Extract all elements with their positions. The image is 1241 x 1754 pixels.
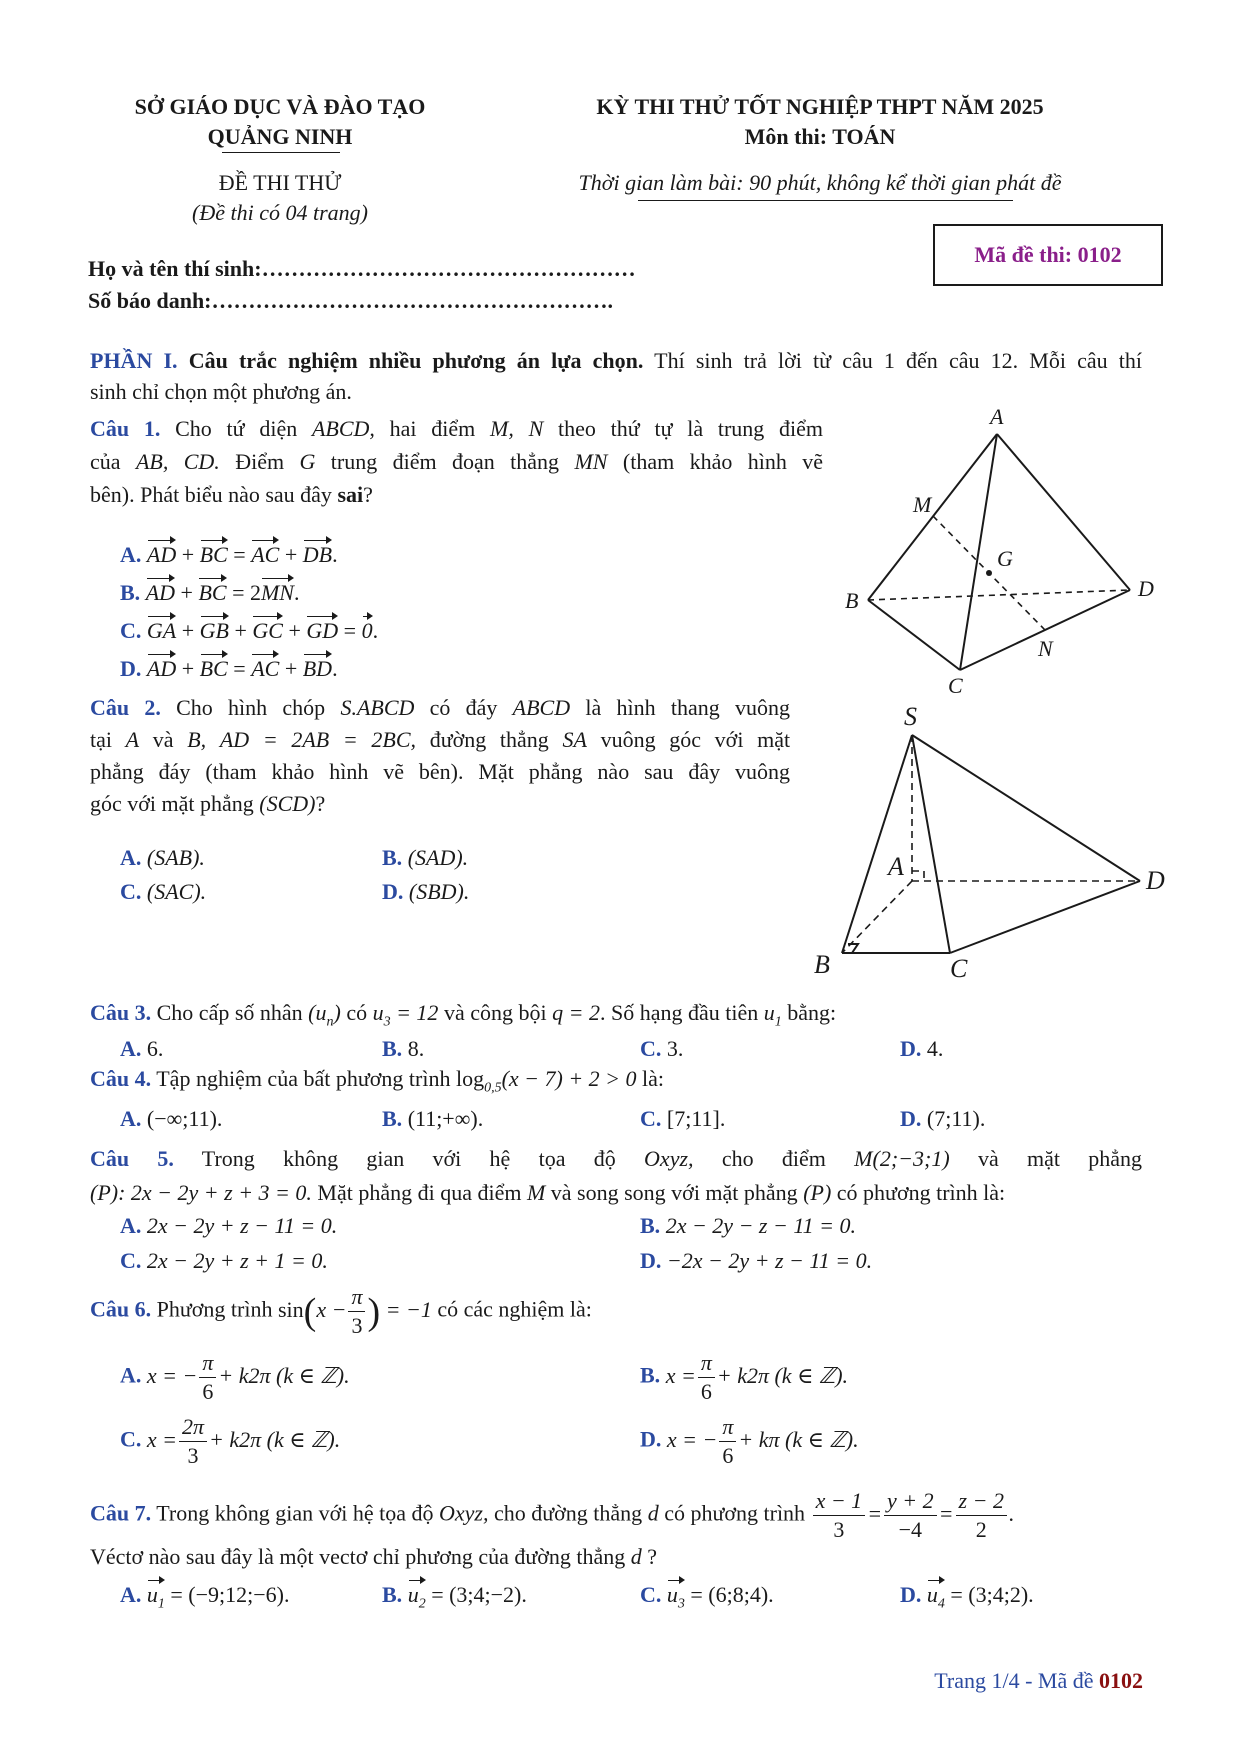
page-count-note: (Đề thi có 04 trang)	[192, 200, 368, 225]
header-underline-left	[222, 152, 340, 153]
exam-header	[540, 92, 1100, 152]
q3-option-c[interactable]: C. 3.	[640, 1036, 684, 1061]
question-1-label: Câu 1.	[90, 416, 161, 441]
q3-option-b[interactable]: B. 8.	[382, 1036, 425, 1061]
q5-option-c[interactable]: C. 2x − 2y + z + 1 = 0.	[120, 1248, 328, 1273]
q2-option-c[interactable]: C. (SAC).	[120, 879, 207, 904]
q6-option-b[interactable]: B. x = $\frac{\pi}{6}$ + k2π (k ∈ ℤ).	[640, 1350, 849, 1404]
question-7-line-2: Véctơ nào sau đây là một vectơ chỉ phương của đường thẳng d ?	[90, 1544, 658, 1569]
question-6-label: Câu 6.	[90, 1296, 152, 1322]
point-n-label: N	[1038, 636, 1053, 661]
question-4-label: Câu 4.	[90, 1066, 152, 1091]
base-b-label: B	[814, 950, 830, 979]
section-title: Câu trắc nghiệm nhiều phương án lựa chọn.	[188, 348, 644, 373]
q1-option-c[interactable]: C. GA + GB + GC + GD = 0.	[120, 618, 379, 643]
province-name: QUẢNG NINH	[207, 124, 353, 149]
section-instruction-2: sinh chỉ chọn một phương án.	[90, 379, 352, 404]
question-7: Câu 7. Trong không gian với hệ tọa độ Oxyz, cho đường thẳng d có phương trình $\frac{x - 1}{3}$ = $\frac{y + 2}{-4}$ = $\frac{z - 2}{2}$ .	[90, 1488, 1015, 1542]
pyramid-figure	[800, 695, 1180, 985]
footer-exam-code: 0102	[1099, 1668, 1143, 1693]
question-3-label: Câu 3.	[90, 1000, 152, 1025]
q2-option-a[interactable]: A. (SAB).	[120, 845, 205, 870]
q7-option-a[interactable]: A. $u_1$ = (−9;12;−6).	[120, 1582, 290, 1612]
q5-option-d[interactable]: D. −2x − 2y + z − 11 = 0.	[640, 1248, 873, 1273]
question-6: Câu 6. Phương trình sin(x − $\frac{\pi}{3}$ ) = −1 có các nghiệm là:	[90, 1284, 592, 1338]
q1-option-a[interactable]: A. AD + BC = AC + DB.	[120, 542, 338, 567]
department-name: SỞ GIÁO DỤC VÀ ĐÀO TẠO	[134, 94, 426, 119]
exam-type-title: ĐỀ THI THỬ	[218, 170, 342, 195]
q4-option-c[interactable]: C. [7;11].	[640, 1106, 726, 1131]
header-underline-right	[638, 200, 1013, 201]
q3-option-d[interactable]: D. 4.	[900, 1036, 944, 1061]
q2-option-d[interactable]: D. (SBD).	[382, 879, 470, 904]
q4-option-d[interactable]: D. (7;11).	[900, 1106, 986, 1131]
section-instruction-1: Thí sinh trả lời từ câu 1 đến câu 12. Mỗi câu thí	[654, 348, 1143, 373]
q4-option-b[interactable]: B. (11;+∞).	[382, 1106, 484, 1131]
q3-option-a[interactable]: A. 6.	[120, 1036, 164, 1061]
q6-option-a[interactable]: A. x = − $\frac{\pi}{6}$ + k2π (k ∈ ℤ).	[120, 1350, 350, 1404]
vertex-s-label: S	[904, 702, 917, 731]
q6-option-c[interactable]: C. x = $\frac{2\pi}{3}$ + k2π (k ∈ ℤ).	[120, 1414, 341, 1468]
section-instructions	[90, 345, 1142, 407]
question-5-label: Câu 5.	[90, 1146, 174, 1171]
q1-option-b[interactable]: B. AD + BC = 2MN.	[120, 580, 300, 605]
q7-option-d[interactable]: D. $u_4$ = (3;4;2).	[900, 1582, 1034, 1612]
q2-option-b[interactable]: B. (SAD).	[382, 845, 469, 870]
exam-code-box: Mã đề thi: 0102	[933, 224, 1163, 286]
q7-option-c[interactable]: C. $u_3$ = (6;8;4).	[640, 1582, 774, 1612]
page-footer	[934, 1668, 1143, 1694]
q1-option-d[interactable]: D. AD + BC = AC + BD.	[120, 656, 338, 681]
school-header	[90, 92, 470, 152]
base-d-label: D	[1146, 866, 1165, 895]
vertex-b-label: B	[845, 588, 859, 613]
q5-option-b[interactable]: B. 2x − 2y − z − 11 = 0.	[640, 1213, 857, 1238]
question-5: Câu 5. Trong không gian với hệ tọa độ Oxyz, cho điểm M(2;−3;1) và mặt phẳng (P): 2x − 2y + z + 3 = 0. Mặt phẳng đi qua điểm M và song song với mặt phẳng (P) có phương trình là:	[90, 1146, 1143, 1205]
question-7-label: Câu 7.	[90, 1500, 152, 1526]
question-3: Câu 3. Cho cấp số nhân $(u_n)$ có $u_3 = 12$ và công bội q = 2. Số hạng đầu tiên $u_1$ bằng:	[90, 1000, 837, 1030]
exam-duration: Thời gian làm bài: 90 phút, không kể thời gian phát đề	[578, 170, 1062, 195]
vertex-a-label: A	[990, 404, 1004, 429]
exam-type	[90, 168, 470, 228]
tetrahedron-figure	[840, 400, 1170, 700]
exam-title: KỲ THI THỬ TỐT NGHIỆP THPT NĂM 2025	[596, 94, 1044, 119]
point-m-label: M	[913, 492, 932, 517]
q6-option-d[interactable]: D. x = − $\frac{\pi}{6}$ + kπ (k ∈ ℤ).	[640, 1414, 859, 1468]
point-g-label: G	[997, 546, 1013, 571]
subject-name: Môn thi: TOÁN	[744, 124, 896, 149]
base-c-label: C	[950, 954, 968, 983]
q7-option-b[interactable]: B. $u_2$ = (3;4;−2).	[382, 1582, 527, 1612]
q4-option-a[interactable]: A. (−∞;11).	[120, 1106, 223, 1131]
vertex-d-label: D	[1138, 576, 1154, 601]
section-label: PHẦN I.	[90, 348, 178, 373]
question-4: Câu 4. Tập nghiệm của bất phương trình $\log_{0,5}(x - 7) + 2 > 0$ là:	[90, 1066, 665, 1096]
question-1: Câu 1. Cho tứ diện ABCD, hai điểm M, N theo thứ tự là trung điểm của AB, CD. Điểm G trung điểm đoạn thẳng MN (tham khảo hình vẽ bên). Phát biểu nào sau đây sai?	[90, 416, 824, 507]
candidate-id-label: Số báo danh:……………………………………………….	[88, 288, 614, 313]
base-a-label: A	[888, 852, 904, 881]
vertex-c-label: C	[948, 673, 963, 698]
q5-option-a[interactable]: A. 2x − 2y + z − 11 = 0.	[120, 1213, 338, 1238]
candidate-name-label: Họ và tên thí sinh:……………………………………………	[88, 256, 636, 281]
page-number: Trang 1/4 - Mã đề	[934, 1668, 1094, 1693]
question-2-label: Câu 2.	[90, 695, 161, 720]
question-2: Câu 2. Cho hình chóp S.ABCD có đáy ABCD là hình thang vuông tại A và B, AD = 2AB = 2BC, đường thẳng SA vuông góc với mặt phẳng đáy (tham khảo hình vẽ bên). Mặt phẳng nào sau đây vuông góc với mặt phẳng (SCD)?	[90, 695, 791, 816]
